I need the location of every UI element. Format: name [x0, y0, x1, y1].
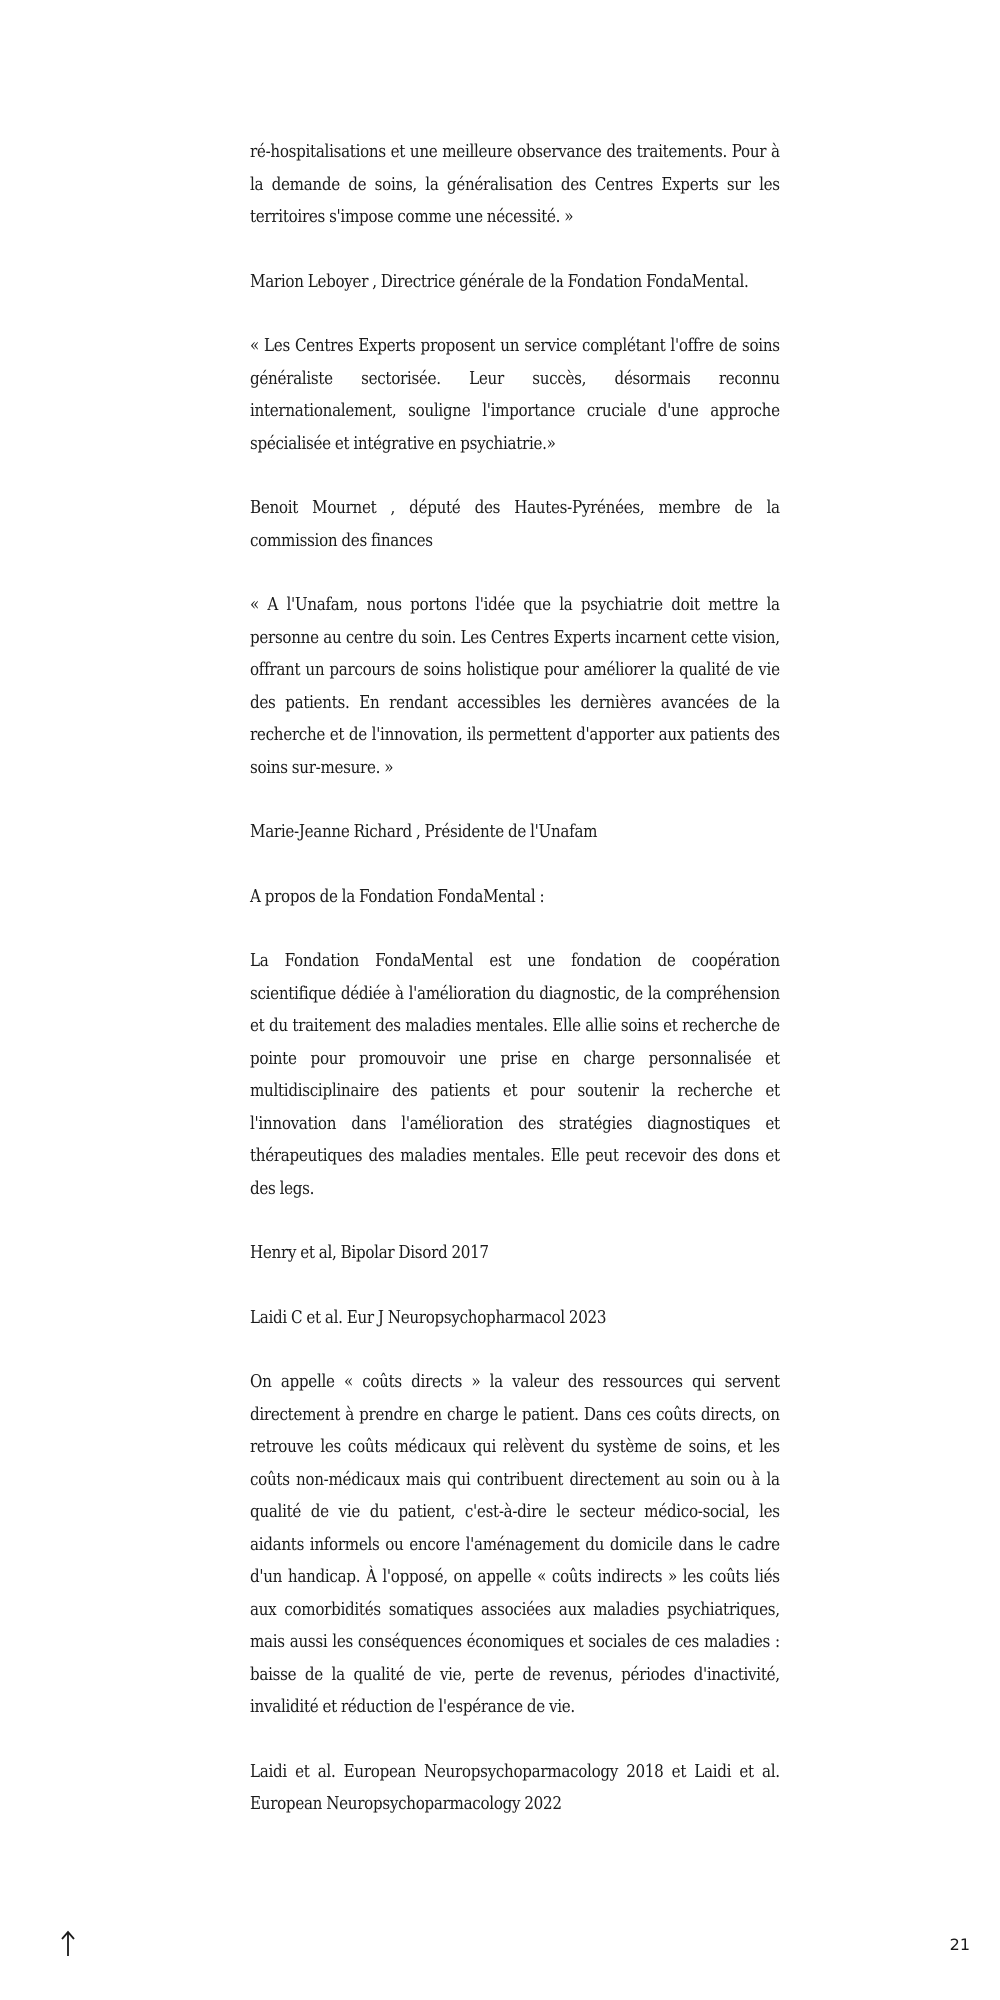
paragraph-quote-unafam: « A l'Unafam, nous portons l'idée que la psychiatrie doit mettre la personne au centre du soin. Les Centres Experts incarnent cette vision, offrant un parcours de soins holistique pour améliorer la qualité de vie des patients. En rendant accessibles les dernières avancées de la recherche et de l'innovation, ils permettent d'apporter aux patients des soins sur-mesure. »	[250, 595, 780, 778]
paragraph-quote-centres-experts: « Les Centres Experts proposent un service complétant l'offre de soins généraliste sectorisée. Leur succès, désormais reconnu internationalement, souligne l'importance cruciale d'une approche spécialisée et intégrative en psychiatrie.»	[250, 336, 780, 454]
paragraph-attribution-leboyer: Marion Leboyer , Directrice générale de la Fondation FondaMental.	[250, 271, 749, 292]
paragraph-quote-end: ré-hospitalisations et une meilleure observance des traitements. Pour à la demande de soins, la généralisation des Centres Experts sur les territoires s'impose comme une nécessité. »	[250, 142, 780, 227]
paragraph-about-heading: A propos de la Fondation FondaMental :	[250, 886, 545, 907]
paragraph-attribution-richard: Marie-Jeanne Richard , Présidente de l'Unafam	[250, 822, 598, 842]
up-arrow-icon[interactable]	[58, 1928, 78, 1960]
paragraph-about-fondamental: La Fondation FondaMental est une fondation de coopération scientifique dédiée à l'amélioration du diagnostic, de la compréhension et du traitement des maladies mentales. Elle allie soins et recherche de pointe pour promouvoir une prise en charge personnalisée et multidisciplinaire des patients et pour soutenir la recherche et l'innovation dans l'amélioration des stratégies diagnostiques et thérapeutiques des maladies mentales. Elle peut recevoir des dons et des legs.	[250, 951, 780, 1199]
paragraph-reference-henry: Henry et al, Bipolar Disord 2017	[250, 1243, 489, 1263]
page-number: 21	[949, 1935, 970, 1954]
paragraph-reference-laidi-2023: Laidi C et al. Eur J Neuropsychopharmacol 2023	[250, 1307, 607, 1328]
paragraph-attribution-mournet: Benoit Mournet , député des Hautes-Pyrénées, membre de la commission des finances	[250, 498, 780, 551]
article-body	[250, 136, 780, 1853]
paragraph-couts-directs: On appelle « coûts directs » la valeur des ressources qui servent directement à prendre en charge le patient. Dans ces coûts directs, on retrouve les coûts médicaux qui relèvent du système de soins, et les coûts non-médicaux mais qui contribuent directement au soin ou à la qualité de vie du patient, c'est-à-dire le secteur médico-social, les aidants informels ou encore l'aménagement du domicile dans le cadre d'un handicap. À l'opposé, on appelle « coûts indirects » les coûts liés aux comorbidités somatiques associées aux maladies psychiatriques, mais aussi les conséquences économiques et sociales de ces maladies : baisse de la qualité de vie, perte de revenus, périodes d'inactivité, invalidité et réduction de l'espérance de vie.	[250, 1372, 780, 1717]
paragraph-reference-laidi-2018-2022: Laidi et al. European Neuropsychoparmacology 2018 et Laidi et al. European Neuropsychoparmacology 2022	[250, 1761, 780, 1814]
